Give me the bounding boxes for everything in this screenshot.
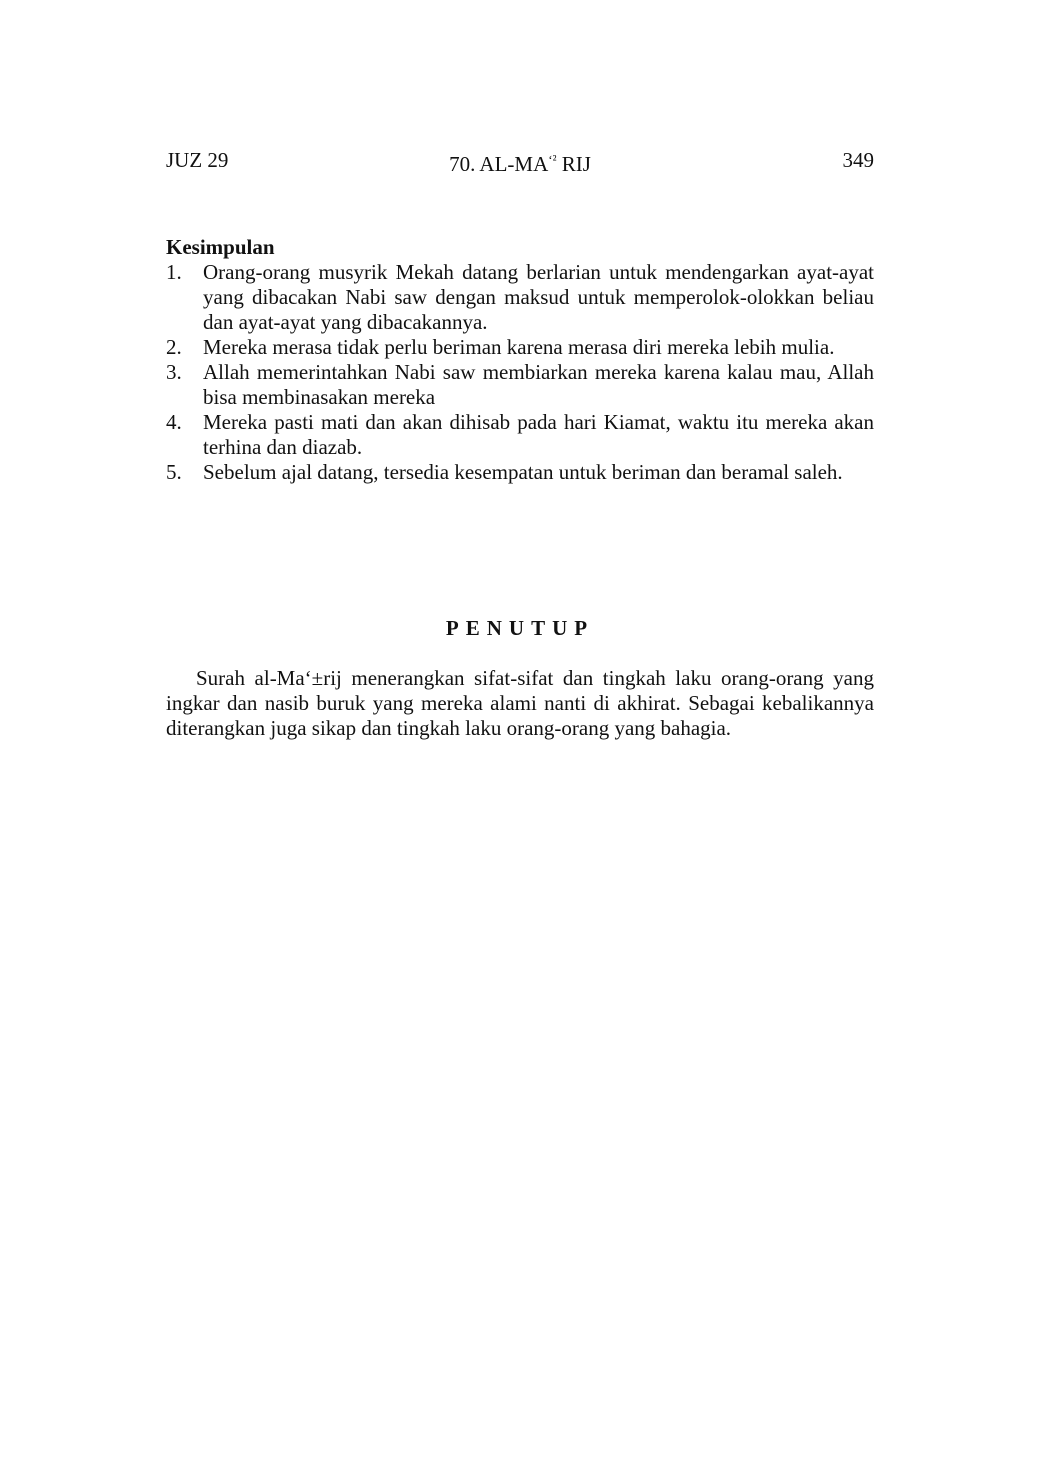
list-item-text: Mereka pasti mati dan akan dihisab pada hari Kiamat, waktu itu mereka akan terhina dan diazab. bbox=[203, 410, 874, 459]
running-header bbox=[166, 146, 874, 174]
list-item-number: 1. bbox=[166, 260, 182, 284]
list-item bbox=[166, 360, 874, 410]
closing-paragraph: Surah al-Ma‘±rij menerangkan sifat-sifat dan tingkah laku orang-orang yang ingkar dan nasib buruk yang mereka alami nanti di akhirat. Sebagai kebalikannya diterangkan juga sikap dan tingkah laku orang-orang yang bahagia. bbox=[166, 666, 874, 740]
list-item-text: Mereka merasa tidak perlu beriman karena merasa diri mereka lebih mulia. bbox=[203, 335, 835, 359]
conclusion-list bbox=[166, 260, 874, 485]
book-page bbox=[166, 0, 874, 1475]
page-number: 349 bbox=[842, 148, 874, 172]
surah-title-prefix: 70. AL-MA bbox=[449, 152, 549, 176]
list-item bbox=[166, 335, 874, 360]
list-item-text: Sebelum ajal datang, tersedia kesempatan untuk beriman dan beramal saleh. bbox=[203, 460, 843, 484]
list-item-text: Allah memerintahkan Nabi saw membiarkan mereka karena kalau mau, Allah bisa membinasakan mereka bbox=[203, 360, 874, 409]
surah-title bbox=[166, 146, 874, 178]
list-item-number: 2. bbox=[166, 335, 182, 359]
list-item bbox=[166, 260, 874, 335]
list-item-number: 4. bbox=[166, 410, 182, 434]
list-item-text: Orang-orang musyrik Mekah datang berlarian untuk mendengarkan ayat-ayat yang dibacakan Nabi saw dengan maksud untuk memperolok-olokkan beliau dan ayat-ayat yang dibacakannya. bbox=[203, 260, 874, 334]
list-item bbox=[166, 410, 874, 460]
closing-title: PENUTUP bbox=[445, 616, 595, 640]
list-item bbox=[166, 460, 874, 485]
surah-title-suffix: RIJ bbox=[556, 152, 591, 176]
juz-label: JUZ 29 bbox=[166, 148, 229, 172]
surah-title-mark: ‘² bbox=[548, 152, 557, 167]
list-item-number: 3. bbox=[166, 360, 182, 384]
conclusion-heading: Kesimpulan bbox=[166, 235, 275, 259]
list-item-number: 5. bbox=[166, 460, 182, 484]
